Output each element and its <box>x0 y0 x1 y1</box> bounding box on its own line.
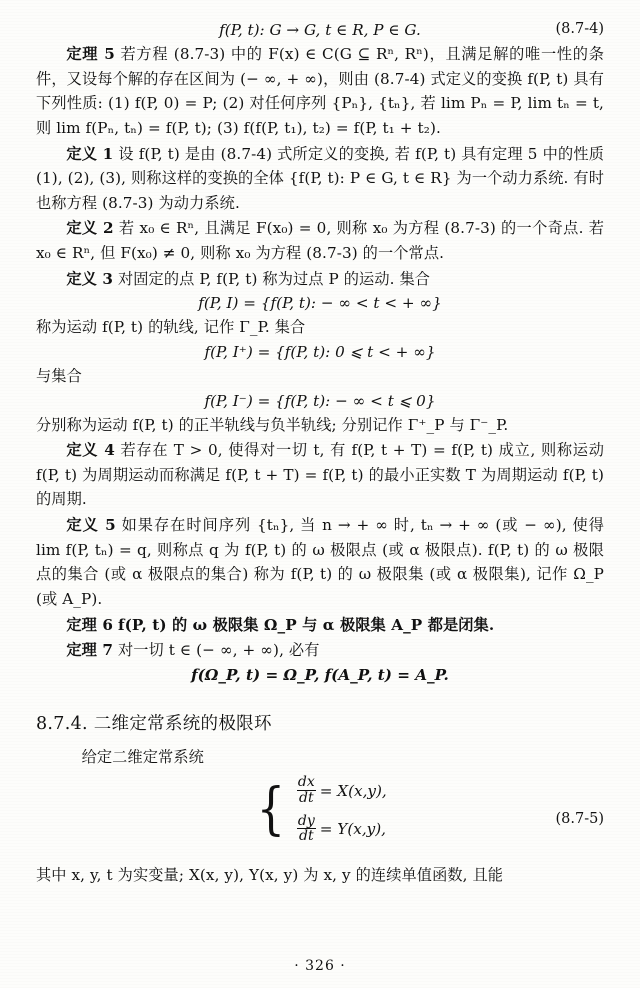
equation-positive-half-orbit: f(P, I⁺) = {f(P, t): 0 ⩽ t < + ∞} <box>204 342 436 361</box>
paragraph-definition-3 <box>36 267 604 292</box>
definition-5-text: 如果存在时间序列 {tₙ}, 当 n → + ∞ 时, tₙ → + ∞ (或 − ∞), 使得 lim f(P, tₙ) = q, 则称点 q 为 f(P, t) 的 ω 极限点 (或 α 极限点). f(P, t) 的 ω 极限点的集合 (或 α 极限点的集合) 称为 f(P, t) 的 ω 极限集 (或 α 极限集), 记作 Ω_P (或 A_P). <box>36 516 604 608</box>
paragraph-definition-4 <box>36 438 604 512</box>
definition-3-text: 对固定的点 P, f(P, t) 称为过点 P 的运动. 集合 <box>117 269 431 288</box>
page-number: · 326 · <box>294 958 346 974</box>
paragraph-half-orbit-note: 分别称为运动 f(P, t) 的正半轨线与负半轨线; 分别记作 Γ⁺_P 与 Γ⁻_P. <box>36 415 509 434</box>
paragraph-closing: 其中 x, y, t 为实变量; X(x, y), Y(x, y) 为 x, y 的连续单值函数, 且能 <box>36 866 504 885</box>
theorem-7-text: 对一切 t ∈ (− ∞, + ∞), 必有 <box>117 641 320 660</box>
equation-8-7-5-number: (8.7-5) <box>555 811 604 828</box>
definition-2-text: 若 x₀ ∈ Rⁿ, 且满足 F(x₀) = 0, 则称 x₀ 为方程 (8.7-3) 的一个奇点. 若 x₀ ∈ Rⁿ, 但 F(x₀) ≠ 0, 则称 x₀ 为方程 (8.7-3) 的一个常点. <box>36 219 604 262</box>
definition-1-label: 定义 1 <box>66 144 114 163</box>
paragraph-definition-2 <box>36 216 604 265</box>
theorem-7-label: 定理 7 <box>66 641 114 660</box>
definition-5-label: 定义 5 <box>66 516 116 534</box>
system-row-dx-rhs: = X(x,y), <box>319 781 387 800</box>
text-column <box>36 18 604 889</box>
fraction-dx-dt <box>296 775 317 805</box>
equation-negative-half-orbit: f(P, I⁻) = {f(P, t): − ∞ < t ⩽ 0} <box>204 391 436 410</box>
equation-orbit-set: f(P, I) = {f(P, t): − ∞ < t < + ∞} <box>198 294 442 313</box>
equation-8-7-4-number: (8.7-4) <box>555 21 604 37</box>
paragraph-theorem-5 <box>36 42 604 141</box>
equation-8-7-4 <box>36 21 604 39</box>
theorem-6-text: f(P, t) 的 ω 极限集 Ω_P 与 α 极限集 A_P 都是闭集. <box>117 615 495 634</box>
fraction-denominator-dt: dt <box>299 790 314 807</box>
theorem-6-label: 定理 6 <box>66 615 114 634</box>
definition-2-label: 定义 2 <box>66 219 114 238</box>
paragraph-theorem-7 <box>36 638 604 663</box>
definition-4-text: 若存在 T > 0, 使得对一切 t, 有 f(P, t + T) = f(P, t) 成立, 则称运动 f(P, t) 为周期运动而称满足 f(P, t + T) = f(P, t) 的最小正实数 T 为周期运动 f(P, t) 的周期. <box>36 441 604 509</box>
equation-system-8-7-5 <box>36 775 604 859</box>
definition-1-text: 设 f(P, t) 是由 (8.7-4) 式所定义的变换, 若 f(P, t) 具有定理 5 中的性质 (1), (2), (3), 则称这样的变换的全体 {f(P, t): P ∈ G, t ∈ R} 为一个动力系统. 有时也称方程 (8.7-3) 为动力系统. <box>36 144 604 212</box>
paragraph-and-set: 与集合 <box>36 366 82 385</box>
system-row-dx <box>293 775 387 805</box>
paragraph-definition-1 <box>36 142 604 216</box>
system-row-dy <box>293 814 387 844</box>
system-brace: { <box>256 776 286 842</box>
paragraph-definition-5 <box>36 513 604 612</box>
section-heading-8-7-4: 8.7.4. 二维定常系统的极限环 <box>36 713 272 734</box>
fraction-dy-dt <box>296 814 317 844</box>
paragraph-theorem-6 <box>36 613 604 638</box>
theorem-5-label: 定理 5 <box>66 45 115 63</box>
fraction-numerator-dy: dy <box>297 812 315 829</box>
equation-8-7-4-body: f(P, t): G → G, t ∈ R, P ∈ G. <box>219 21 421 39</box>
fraction-numerator-dx: dx <box>297 774 315 791</box>
paragraph-given-system: 给定二维定常系统 <box>81 747 204 766</box>
fraction-denominator-dt2: dt <box>299 828 314 845</box>
equation-theorem-7: f(Ω_P, t) = Ω_P, f(A_P, t) = A_P. <box>191 665 449 684</box>
definition-4-label: 定义 4 <box>66 441 115 460</box>
theorem-5-text: 若方程 (8.7-3) 中的 F(x) ∈ C(G ⊆ Rⁿ, Rⁿ)，且满足解的唯一性的条件，又设每个解的存在区间为 (− ∞, + ∞)，则由 (8.7-4) 式定义的变换 f(P, t) 具有下列性质: (1) f(P, 0) = P; (2) 对任何序列 {Pₙ}, {tₙ}, 若 lim Pₙ = P, lim tₙ = t, 则 lim f(Pₙ, tₙ) = f(P, t); (3) f(f(P, t₁), t₂) = f(P, t₁ + t₂). <box>36 45 604 137</box>
system-row-dy-rhs: = Y(x,y), <box>319 819 386 838</box>
definition-3-label: 定义 3 <box>66 269 114 288</box>
paragraph-orbit-note: 称为运动 f(P, t) 的轨线, 记作 Γ_P. 集合 <box>36 318 306 337</box>
